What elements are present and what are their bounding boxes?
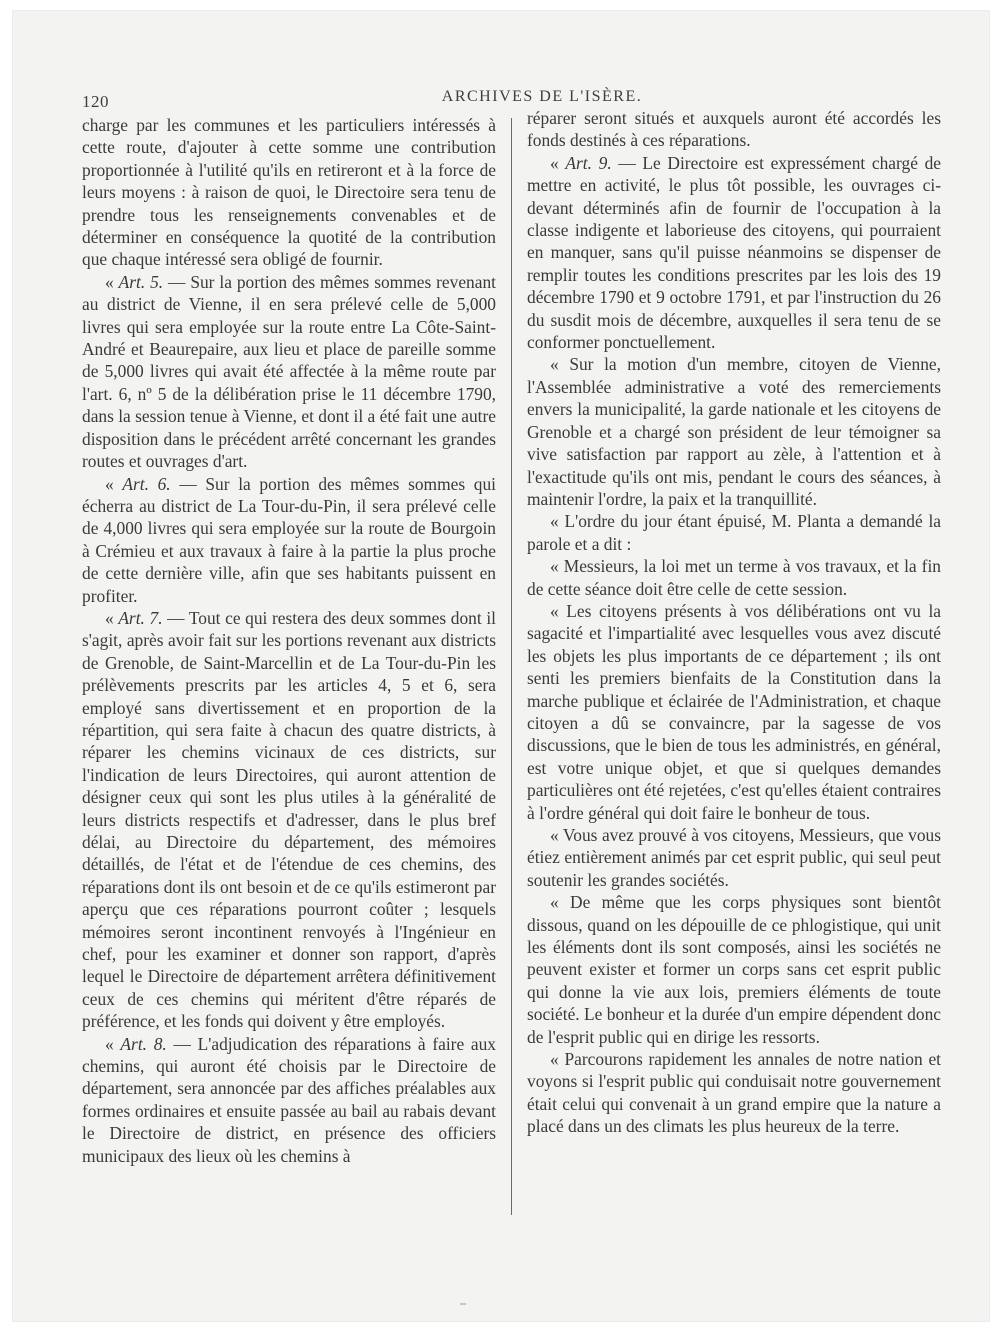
paragraph (82, 114, 496, 271)
paragraph (82, 607, 496, 1033)
paragraph-text: « Messieurs, la loi met un terme à vos travaux, et la fin de cette séance doit être celle de cette session. (527, 556, 941, 599)
paragraph (82, 473, 496, 607)
paragraph (527, 824, 941, 891)
page-number: 120 (82, 92, 109, 111)
paragraph (527, 107, 941, 152)
paragraph (82, 271, 496, 473)
paragraph (527, 555, 941, 600)
article-label: Art. 5. (118, 271, 164, 292)
paragraph-text: — Sur la portion des mêmes sommes revenant au district de Vienne, il en sera prélevé celle de 5,000 livres qui sera employée sur la route entre La Côte-Saint-André et Beaurepaire, aux lieu et place de pareille somme de 5,000 livres qui avait été affectée à la même route par l'art. 6, nº 5 de la délibération prise le 11 décembre 1790, dans la session tenue à Vienne, et dont il a été fait une autre disposition dans le précédent arrêté concernant les grandes routes et ouvrages d'art. (82, 271, 496, 472)
quote-mark: « (105, 607, 119, 628)
paragraph-text: charge par les communes et les particuliers intéressés à cette route, d'ajouter à cette somme une contribution proportionnée à l'utilité qu'ils en retireront et à la force de leurs moyens : à raison de quoi, le Directoire sera tenu de prendre tous les renseignements convenables et de déterminer en conséquence la quotité de la contribution que chaque intéressé sera obligé de fournir. (82, 115, 496, 270)
paragraph-text: — Le Directoire est expressément chargé de mettre en activité, le plus tôt possible, les ouvrages ci-devant déterminés afin de fournir de l'occupation à la classe indigente et laborieuse des citoyens, qui pourraient en manquer, sans qu'il puisse néanmoins se dispenser de remplir toutes les conditions prescrites par les lois des 19 décembre 1790 et 9 octobre 1791, et par l'instruction du 26 du susdit mois de décembre, auxquelles il sera tenu de se conformer ponctuellement. (527, 152, 942, 353)
quote-mark: « (105, 1033, 121, 1054)
article-label: Art. 7. (118, 607, 163, 628)
paragraph (527, 1048, 941, 1138)
paragraph (527, 891, 941, 1048)
quote-mark: « (105, 473, 123, 494)
scan-speck (460, 1303, 466, 1305)
paragraph-text: réparer seront situés et auxquels auront été accordés les fonds destinés à ces réparations. (527, 108, 941, 151)
right-column (527, 107, 941, 1138)
paragraph-text: « Les citoyens présents à vos délibérations ont vu la sagacité et l'impartialité avec lesquelles vous avez discuté les objets les plus importants de ce département ; ils ont senti les premiers bienfaits de la Constitution dans la marche publique et éclairée de l'Administration, et chaque citoyen a dû se convaincre, par la sagesse de vos discussions, que le bien de tous les administrés, en général, est votre unique objet, et que si quelques demandes particulières ont été rejetées, c'est qu'elles étaient contraires à l'ordre général qui doit faire le bonheur de tous. (527, 600, 941, 823)
paragraph (527, 510, 941, 555)
paragraph-text: — Tout ce qui restera des deux sommes dont il s'agit, après avoir fait sur les portions revenant aux districts de Grenoble, de Saint-Marcellin et de La Tour-du-Pin les prélèvements prescrits par les articles 4, 5 et 6, sera employé sans divertissement et en proportion de la répartition, qui sera faite à chacun des quatre districts, à réparer les chemins vicinaux de ces districts, sur l'indication de leurs Directoires, qui auront attention de désigner ceux qui sont les plus utiles à la généralité de leurs districts respectifs et d'adresser, dans le plus bref délai, au Directoire du département, des mémoires détaillés, de l'état et de l'étendue de ces chemins, des réparations dont ils ont besoin et de ce qu'ils estimeront par aperçu que ces réparations pourront coûter ; lesquels mémoires seront incontinent renvoyés à l'Ingénieur en chef, pour les examiner et donner son rapport, d'après lequel le Directoire de département arrêtera définitivement ceux de ces chemins qui méritent d'être réparés de préférence, et les fonds qui doivent y être employés. (82, 607, 496, 1032)
paragraph-text: « L'ordre du jour étant épuisé, M. Planta a demandé la parole et a dit : (527, 511, 941, 554)
article-label: Art. 9. (565, 152, 612, 173)
article-label: Art. 8. (120, 1033, 167, 1054)
running-title: ARCHIVES DE L'ISÈRE. (441, 88, 643, 105)
paragraph-text: — L'adjudication des réparations à faire aux chemins, qui auront été choisis par le Directoire de département, sera annoncée par des affiches préalables aux formes ordinaires et ensuite passée au bail au rabais devant le Directoire de district, en présence des officiers municipaux des lieux où les chemins à (82, 1033, 496, 1166)
paragraph (82, 1033, 496, 1167)
paragraph (527, 600, 941, 824)
left-column (82, 114, 496, 1167)
paragraph (527, 353, 941, 510)
paragraph-text: — Sur la portion des mêmes sommes qui écherra au district de La Tour-du-Pin, il sera prélevé celle de 4,000 livres qui sera employée sur la route de Bourgoin à Crémieu et aux travaux à faire à la partie la plus proche de cette dernière ville, afin que ses habitants puissent en profiter. (82, 473, 496, 606)
paragraph (527, 152, 941, 354)
paragraph-text: « Vous avez prouvé à vos citoyens, Messieurs, que vous étiez entièrement animés par cet esprit public, qui seul peut soutenir les grandes sociétés. (527, 825, 941, 890)
article-label: Art. 6. (122, 473, 171, 494)
quote-mark: « (550, 152, 566, 173)
quote-mark: « (105, 271, 119, 292)
paragraph-text: « Parcourons rapidement les annales de notre nation et voyons si l'esprit public qui conduisait notre gouvernement était celui qui convenait à un grand empire que la nature a placé dans un des climats les plus heureux de la terre. (527, 1049, 941, 1137)
paragraph-text: « De même que les corps physiques sont bientôt dissous, quand on les dépouille de ce phlogistique, qui unit les éléments dont ils sont composés, ainsi les sociétés ne peuvent exister et former un corps sans cet esprit public qui donne la vie aux lois, premiers éléments de toute société. Le bonheur et la durée d'un empire dépendent donc de l'esprit public qui en dirige les ressorts. (527, 892, 941, 1047)
column-divider (511, 118, 512, 1215)
paragraph-text: « Sur la motion d'un membre, citoyen de Vienne, l'Assemblée administrative a voté des remerciements envers la municipalité, la garde nationale et les citoyens de Grenoble et a chargé son président de leur témoigner sa vive satisfaction par rapport au zèle, à l'attention et à l'exactitude qu'ils ont mis, pendant le cours des séances, à maintenir l'ordre, la paix et la tranquillité. (527, 354, 941, 509)
